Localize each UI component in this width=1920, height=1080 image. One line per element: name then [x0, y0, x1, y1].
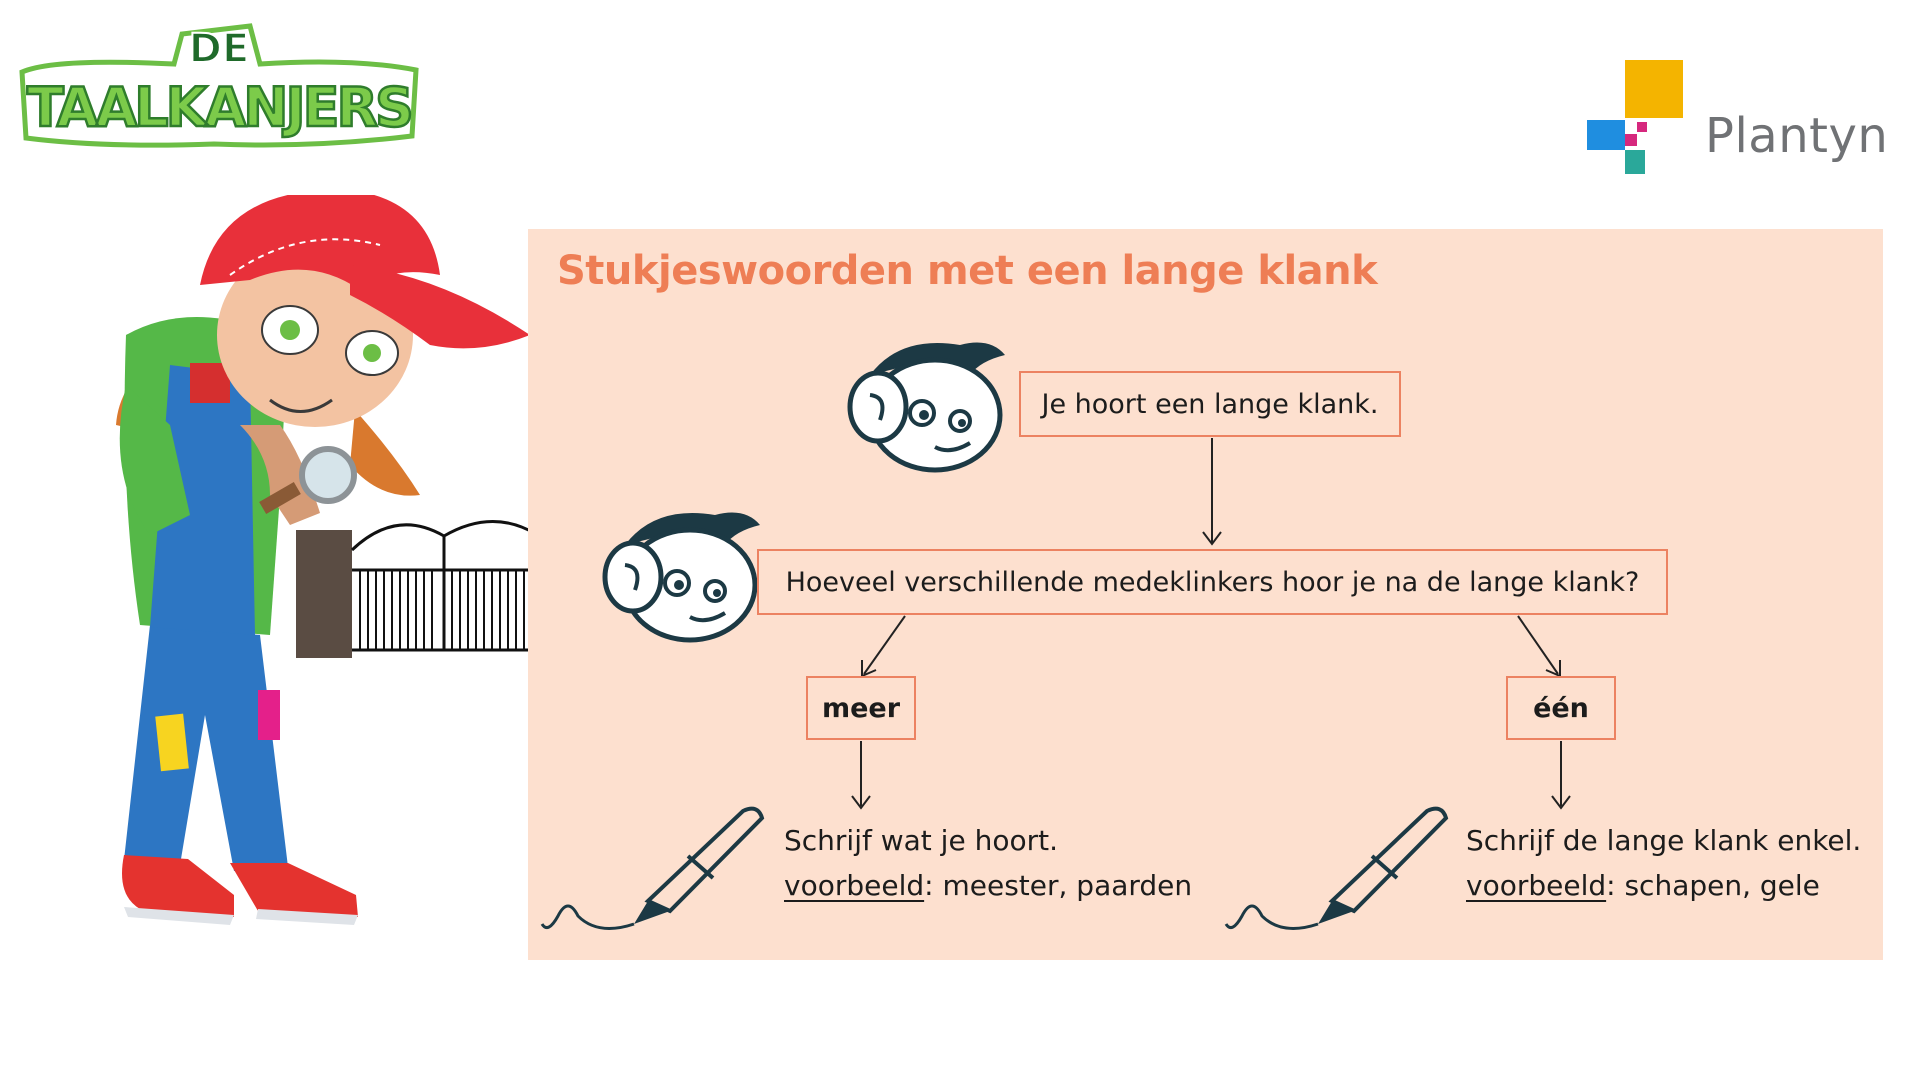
plantyn-brand-text: Plantyn — [1705, 108, 1889, 164]
example-label: voorbeeld — [784, 869, 925, 902]
arrow-q2-meer — [864, 616, 905, 674]
example-text: : schapen, gele — [1606, 869, 1820, 902]
arrow-q2-een — [1518, 616, 1558, 674]
question-box-2: Hoeveel verschillende medeklinkers hoor je na de lange klank? — [757, 549, 1668, 615]
instruction-text: Schrijf wat je hoort. — [784, 824, 1058, 857]
instruction-text: Schrijf de lange klank enkel. — [1466, 824, 1862, 857]
instruction-een — [1466, 818, 1861, 908]
question-box-1: Je hoort een lange klank. — [1019, 371, 1401, 437]
instruction-meer — [784, 818, 1192, 908]
answer-box-meer: meer — [806, 676, 916, 740]
example-label: voorbeeld — [1466, 869, 1607, 902]
panel-title: Stukjeswoorden met een lange klank — [557, 248, 1378, 294]
pen-icon — [1222, 796, 1452, 936]
example-line — [1466, 863, 1861, 908]
example-text: : meester, paarden — [924, 869, 1193, 902]
logo-line2: TAALKANJERS — [27, 76, 411, 139]
logo-line1: DE — [188, 26, 250, 72]
answer-box-een: één — [1506, 676, 1616, 740]
pen-icon — [538, 796, 768, 936]
example-line — [784, 863, 1192, 908]
